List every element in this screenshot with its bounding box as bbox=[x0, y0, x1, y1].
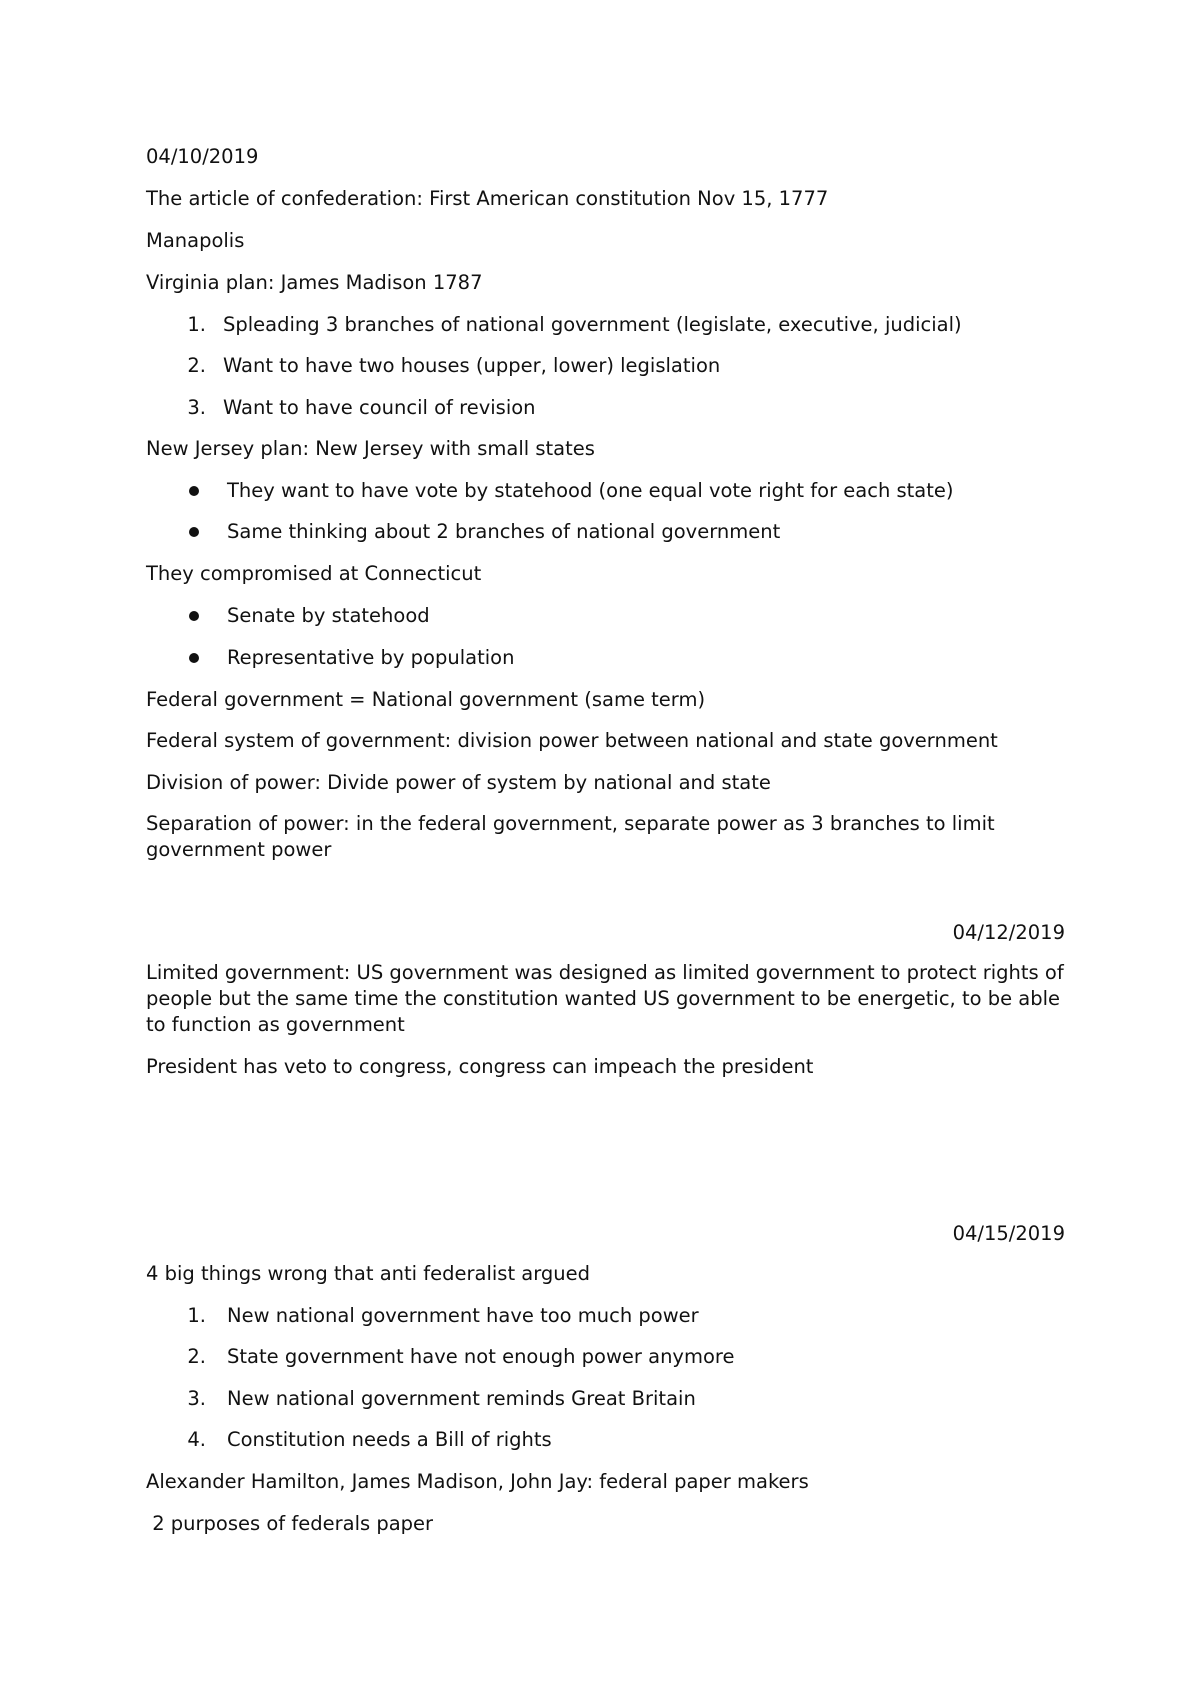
note-line: The article of confederation: First American constitution Nov 15, 1777 bbox=[146, 187, 829, 210]
list-item: They want to have vote by statehood (one equal vote right for each state) bbox=[227, 479, 954, 502]
note-line: Federal government = National government (same term) bbox=[146, 688, 706, 711]
note-line: They compromised at Connecticut bbox=[146, 562, 482, 585]
list-item: State government have not enough power anymore bbox=[227, 1345, 735, 1368]
list-number: 2. bbox=[187, 354, 206, 377]
list-number: 3. bbox=[187, 396, 206, 419]
note-line: Limited government: US government was designed as limited government to protect rights of people but the same time the constitution wanted US government to be energetic, to be able to function as government bbox=[146, 961, 1064, 1036]
note-line: Division of power: Divide power of system by national and state bbox=[146, 771, 771, 794]
note-line: New Jersey plan: New Jersey with small states bbox=[146, 437, 595, 460]
note-line: Manapolis bbox=[146, 229, 245, 252]
list-number: 3. bbox=[187, 1387, 206, 1410]
list-item: Want to have council of revision bbox=[223, 396, 536, 419]
note-line: President has veto to congress, congress can impeach the president bbox=[146, 1055, 814, 1078]
list-item: Want to have two houses (upper, lower) legislation bbox=[223, 354, 721, 377]
list-number: 2. bbox=[187, 1345, 206, 1368]
list-item: New national government have too much power bbox=[227, 1304, 699, 1327]
list-item: Senate by statehood bbox=[227, 604, 430, 627]
bullet-icon bbox=[189, 611, 199, 621]
note-line: Alexander Hamilton, James Madison, John Jay: federal paper makers bbox=[146, 1470, 809, 1493]
bullet-icon bbox=[189, 653, 199, 663]
note-line: 4 big things wrong that anti federalist argued bbox=[146, 1262, 591, 1285]
list-item: Representative by population bbox=[227, 646, 515, 669]
date-heading: 04/12/2019 bbox=[952, 921, 1065, 944]
list-item: New national government reminds Great Britain bbox=[227, 1387, 696, 1410]
date-heading: 04/10/2019 bbox=[146, 145, 259, 168]
bullet-icon bbox=[189, 527, 199, 537]
list-number: 4. bbox=[187, 1428, 206, 1451]
list-number: 1. bbox=[187, 1304, 206, 1327]
bullet-icon bbox=[189, 486, 199, 496]
note-line: Separation of power: in the federal government, separate power as 3 branches to limit government power bbox=[146, 812, 995, 861]
list-item: Constitution needs a Bill of rights bbox=[227, 1428, 552, 1451]
list-item: Same thinking about 2 branches of national government bbox=[227, 520, 781, 543]
note-line: Virginia plan: James Madison 1787 bbox=[146, 271, 483, 294]
list-item: Spleading 3 branches of national government (legislate, executive, judicial) bbox=[223, 313, 962, 336]
note-line: 2 purposes of federals paper bbox=[146, 1512, 434, 1535]
note-line: Federal system of government: division power between national and state government bbox=[146, 729, 998, 752]
list-number: 1. bbox=[187, 313, 206, 336]
date-heading: 04/15/2019 bbox=[952, 1222, 1065, 1245]
